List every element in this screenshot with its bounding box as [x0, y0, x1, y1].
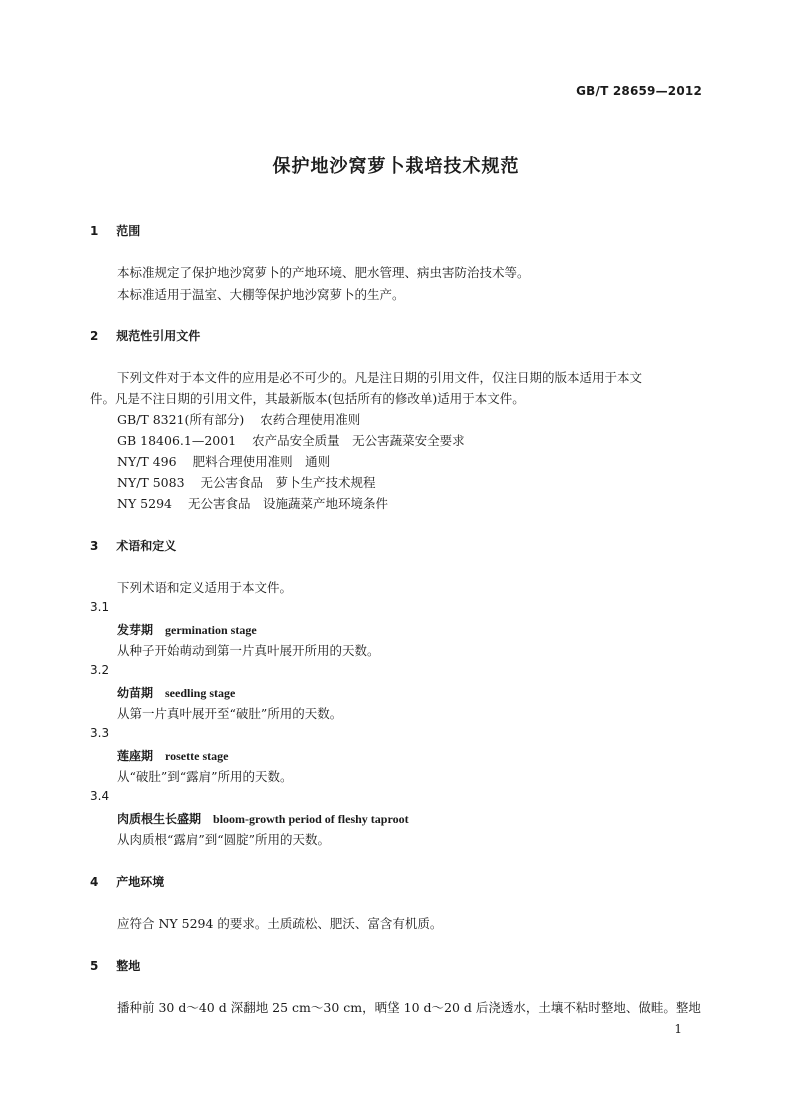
term-heading [117, 810, 409, 827]
term-cn: 肉质根生长盛期 [117, 812, 202, 826]
term-definition: 从第一片真叶展开至“破肚”所用的天数。 [117, 706, 343, 721]
section-number: 4 [90, 875, 99, 889]
reference-code: GB/T 8321(所有部分) [117, 412, 245, 427]
section-title: 规范性引用文件 [116, 329, 201, 343]
section-heading-normative-references [90, 327, 200, 344]
term-cn: 发芽期 [117, 623, 154, 637]
section-heading-production-environment [90, 873, 164, 890]
section-heading-land-preparation [90, 957, 140, 974]
paragraph: 本标准适用于温室、大棚等保护地沙窝萝卜的生产。 [117, 287, 405, 302]
term-number: 3.2 [90, 663, 110, 677]
reference-code: NY/T 496 [117, 454, 177, 469]
reference-name: 肥料合理使用准则 通则 [192, 454, 331, 469]
paragraph: 播种前 30 d～40 d 深翻地 25 cm～30 cm，晒垡 10 d～20 d 后浇透水，土壤不粘时整地、做畦。整地 [117, 1000, 701, 1015]
section-title: 范围 [116, 224, 141, 238]
term-en: germination stage [165, 623, 257, 637]
reference-item [117, 494, 388, 512]
section-heading-scope [90, 222, 140, 239]
reference-name: 无公害食品 设施蔬菜产地环境条件 [187, 496, 388, 511]
reference-code: GB 18406.1—2001 [117, 433, 237, 448]
term-cn: 莲座期 [117, 749, 154, 763]
section-title: 整地 [116, 959, 141, 973]
reference-item [117, 452, 330, 470]
term-en: seedling stage [165, 686, 236, 700]
standard-code: GB/T 28659—2012 [576, 84, 702, 98]
reference-name: 农产品安全质量 无公害蔬菜安全要求 [252, 433, 465, 448]
paragraph: 应符合 NY 5294 的要求。土质疏松、肥沃、富含有机质。 [117, 916, 443, 931]
term-cn: 幼苗期 [117, 686, 154, 700]
term-en: bloom-growth period of fleshy taproot [213, 812, 409, 826]
section-number: 2 [90, 329, 99, 343]
page-number: 1 [674, 1022, 682, 1036]
term-number: 3.1 [90, 600, 110, 614]
reference-item [117, 410, 360, 428]
reference-item [117, 431, 465, 449]
term-en: rosette stage [165, 749, 229, 763]
paragraph: 本标准规定了保护地沙窝萝卜的产地环境、肥水管理、病虫害防治技术等。 [117, 265, 530, 280]
section-number: 5 [90, 959, 99, 973]
paragraph: 下列术语和定义适用于本文件。 [117, 580, 293, 595]
reference-item [117, 473, 376, 491]
reference-name: 无公害食品 萝卜生产技术规程 [200, 475, 376, 490]
term-definition: 从种子开始萌动到第一片真叶展开所用的天数。 [117, 643, 380, 658]
term-definition: 从肉质根“露肩”到“圆腚”所用的天数。 [117, 832, 331, 847]
term-heading [117, 684, 235, 701]
section-number: 3 [90, 539, 99, 553]
term-number: 3.4 [90, 789, 110, 803]
paragraph: 件。凡是不注日期的引用文件，其最新版本(包括所有的修改单)适用于本文件。 [90, 391, 525, 406]
document-title: 保护地沙窝萝卜栽培技术规范 [272, 156, 520, 177]
term-heading [117, 621, 257, 638]
term-heading [117, 747, 228, 764]
reference-name: 农药合理使用准则 [260, 412, 361, 427]
section-number: 1 [90, 224, 99, 238]
term-number: 3.3 [90, 726, 110, 740]
section-heading-terms-definitions [90, 537, 176, 554]
section-title: 产地环境 [116, 875, 165, 889]
term-definition: 从“破肚”到“露肩”所用的天数。 [117, 769, 293, 784]
paragraph: 下列文件对于本文件的应用是必不可少的。凡是注日期的引用文件，仅注日期的版本适用于本文 [117, 370, 643, 385]
reference-code: NY 5294 [117, 496, 172, 511]
section-title: 术语和定义 [116, 539, 177, 553]
reference-code: NY/T 5083 [117, 475, 185, 490]
